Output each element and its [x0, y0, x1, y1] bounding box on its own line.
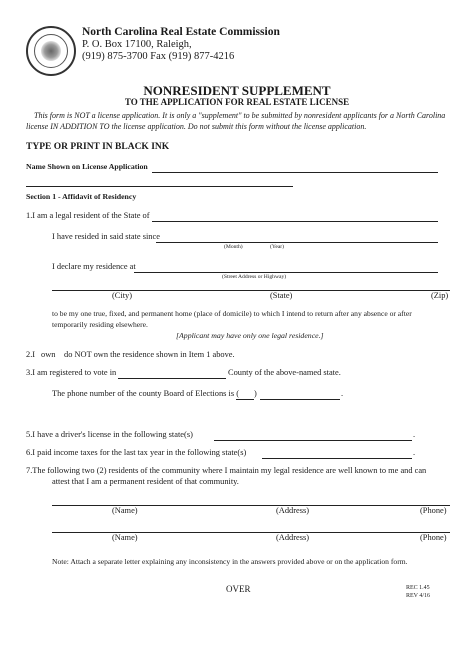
- resided-since-label: I have resided in said state since: [52, 232, 160, 241]
- reference-1-phone-caption: (Phone): [420, 506, 447, 515]
- intro-line-2: license IN ADDITION TO the license application. Do not submit this form without the license application.: [26, 122, 367, 131]
- reference-1-name-caption: (Name): [112, 506, 138, 515]
- reference-2-name-caption: (Name): [112, 533, 138, 542]
- zip-caption: (Zip): [431, 291, 449, 300]
- own-option[interactable]: own: [41, 350, 56, 359]
- elections-phone-field[interactable]: [260, 399, 340, 400]
- street-caption: (Street Address or Highway): [222, 274, 287, 280]
- item6-label: 6.I paid income taxes for the last tax year in the following state(s): [26, 448, 247, 457]
- seal-emblem: [41, 41, 61, 61]
- item3-label: 3.I am registered to vote in: [26, 368, 117, 377]
- resident-state-field[interactable]: [152, 221, 438, 222]
- state-caption: (State): [270, 291, 293, 300]
- name-field[interactable]: [152, 172, 438, 173]
- one-residence-note: [Applicant may have only one legal residence.]: [176, 331, 324, 340]
- year-caption: (Year): [270, 244, 285, 250]
- city-caption: (City): [112, 291, 133, 300]
- item5-label: 5.I have a driver's license in the following state(s): [26, 430, 193, 439]
- ink-instruction: TYPE OR PRINT IN BLACK INK: [26, 142, 170, 152]
- item5-period: .: [413, 430, 416, 439]
- item6-period: .: [413, 448, 416, 457]
- income-tax-states-field[interactable]: [262, 458, 412, 459]
- resided-since-field[interactable]: [156, 242, 438, 243]
- elections-phone-label: The phone number of the county Board of Elections is (: [52, 389, 239, 398]
- form-revision: REV 4/16: [406, 593, 431, 599]
- over-label: OVER: [226, 584, 251, 594]
- org-address: P. O. Box 17100, Raleigh,: [82, 39, 192, 50]
- voter-county-field[interactable]: [118, 378, 226, 379]
- street-address-field[interactable]: [134, 272, 438, 273]
- domicile-line-1: to be my one true, fixed, and permanent home (place of domicile) to which I intend to return after any absence or after: [52, 309, 412, 318]
- attach-letter-note: Note: Attach a separate letter explaining any inconsistency in the answers provided above or on the application form.: [52, 557, 408, 566]
- item7-line-1: 7.The following two (2) residents of the community where I maintain my legal residence are well known to me and can: [26, 466, 427, 475]
- declare-residence-label: I declare my residence at: [52, 262, 136, 271]
- paren-close: ): [254, 389, 257, 398]
- drivers-license-states-field[interactable]: [214, 440, 412, 441]
- section1-title: Section 1 - Affidavit of Residency: [26, 192, 137, 201]
- item2-number: 2.I: [26, 350, 36, 359]
- domicile-line-2: temporarily residing elsewhere.: [52, 320, 148, 329]
- item7-line-2: attest that I am a permanent resident of that community.: [52, 477, 239, 486]
- commission-seal: [26, 26, 76, 76]
- org-name: North Carolina Real Estate Commission: [82, 26, 280, 38]
- reference-1-address-caption: (Address): [276, 506, 310, 515]
- area-code-field[interactable]: [236, 399, 254, 400]
- form-subtitle: TO THE APPLICATION FOR REAL ESTATE LICENSE: [124, 97, 350, 107]
- intro-line-1: This form is NOT a license application. It is only a "supplement" to be submitted by nonresident applicants for a North Carolina: [34, 111, 446, 120]
- reference-2-address-caption: (Address): [276, 533, 310, 542]
- name-field-second-line[interactable]: [26, 186, 293, 187]
- form-number: REC 1.45: [406, 585, 430, 591]
- item1-label: 1.I am a legal resident of the State of: [26, 211, 150, 220]
- item2-text: do NOT own the residence shown in Item 1 above.: [64, 350, 235, 359]
- org-phone: (919) 875-3700 Fax (919) 877-4216: [82, 51, 235, 62]
- name-label: Name Shown on License Application: [26, 162, 148, 171]
- reference-2-phone-caption: (Phone): [420, 533, 447, 542]
- item3-suffix: County of the above-named state.: [228, 368, 341, 377]
- phone-period: .: [341, 389, 344, 398]
- month-caption: (Month): [224, 244, 243, 250]
- form-title: NONRESIDENT SUPPLEMENT: [143, 83, 331, 98]
